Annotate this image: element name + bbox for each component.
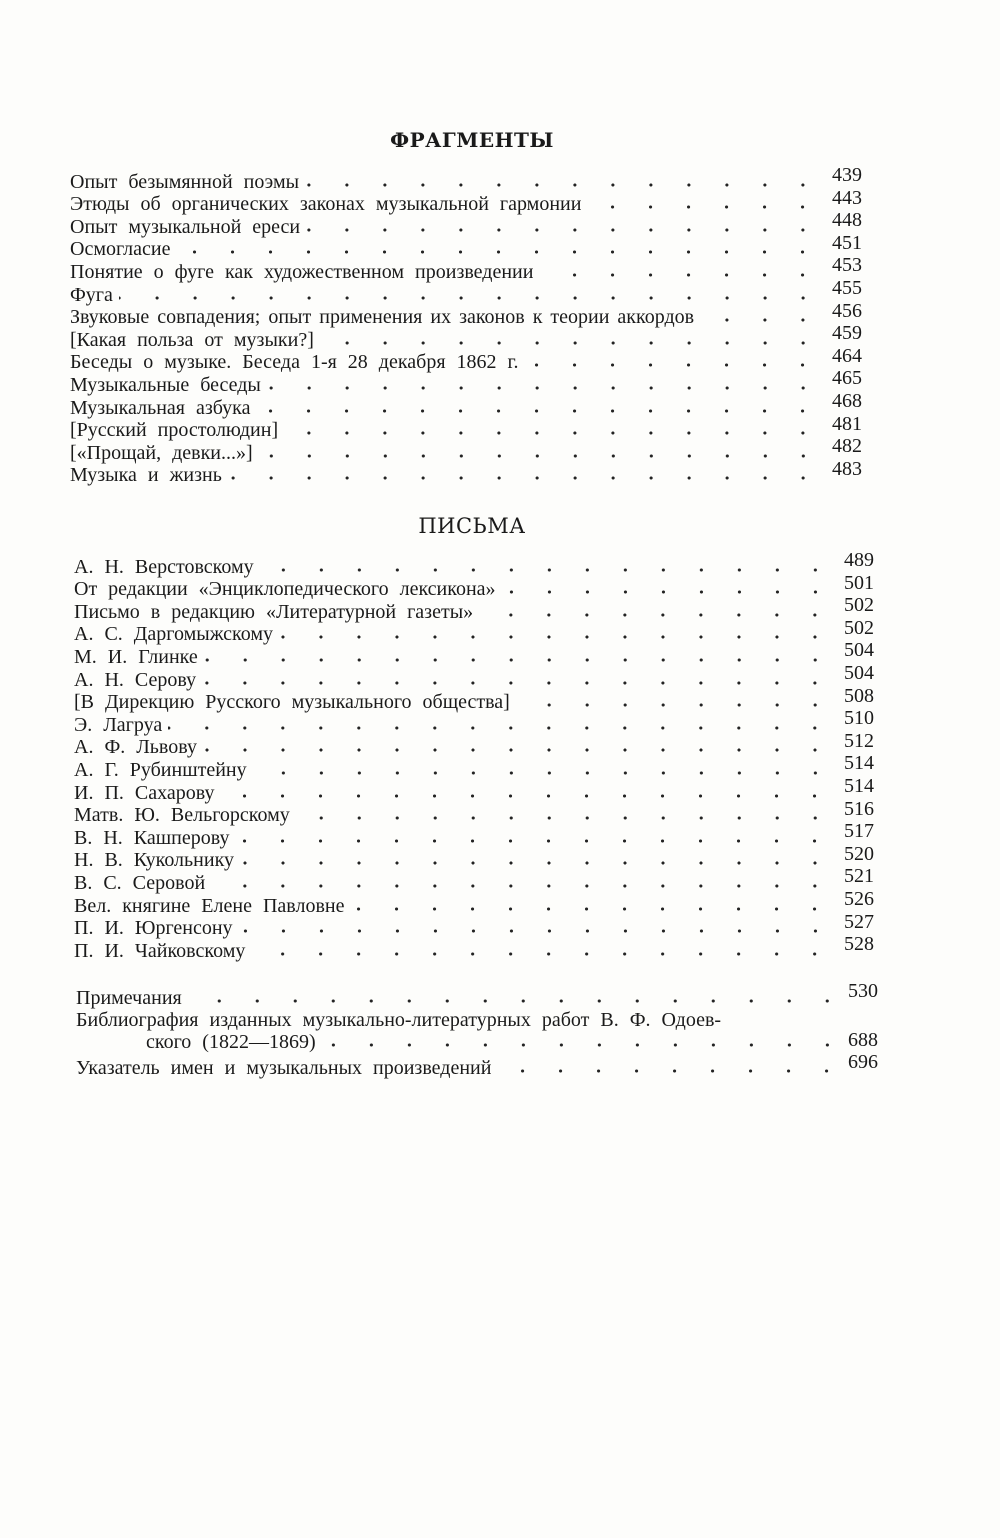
toc-entry-notes[interactable]	[76, 980, 878, 1009]
leader-dots	[479, 612, 834, 618]
leader-dots	[539, 272, 822, 278]
entry-page: 526	[844, 887, 874, 910]
toc-entry[interactable]	[70, 412, 862, 442]
entry-page: 451	[832, 231, 862, 254]
toc-entry[interactable]	[70, 457, 862, 487]
leader-dots	[228, 475, 822, 481]
leader-dots	[202, 680, 834, 686]
leader-dots	[220, 793, 834, 799]
entry-title: А. С. Даргомыжскому	[74, 623, 279, 645]
entry-title: Музыкальные беседы	[70, 374, 267, 396]
entry-page: 482	[832, 435, 862, 458]
toc-entry-index[interactable]	[76, 1050, 878, 1080]
entry-page: 459	[832, 322, 862, 345]
entry-title: А. Н. Верстовскому	[74, 556, 260, 578]
entry-page: 448	[832, 209, 862, 232]
toc-entry[interactable]	[74, 887, 874, 917]
entry-title: Звуковые совпадения; опыт применения их законов к теории аккордов	[70, 306, 700, 328]
entry-title: Матв. Ю. Вельгорскому	[74, 804, 296, 826]
toc-entry[interactable]	[74, 639, 874, 668]
toc-entry-bibliography[interactable]	[76, 1008, 878, 1057]
entry-title-line2: ского (1822—1869)	[146, 1030, 316, 1053]
entry-page: 464	[832, 344, 862, 367]
appendix-list	[76, 980, 878, 1080]
entry-title: М. И. Глинке	[74, 646, 204, 668]
leader-dots	[188, 998, 846, 1004]
toc-entry[interactable]	[70, 389, 862, 419]
entry-title: Примечания	[76, 987, 188, 1009]
entry-page: 514	[844, 774, 874, 797]
entry-page: 502	[844, 594, 874, 617]
entry-title: [Русский простолюдин]	[70, 419, 284, 441]
entry-title: [«Прощай, девки...»]	[70, 442, 259, 464]
section-title-letters: ПИСЬМА	[418, 514, 526, 538]
entry-page: 483	[832, 457, 862, 480]
entry-page: 501	[844, 571, 874, 594]
leader-dots	[239, 928, 834, 934]
toc-entry[interactable]	[74, 684, 874, 714]
entry-page: 504	[844, 639, 874, 662]
leader-dots	[587, 204, 822, 210]
toc-entry[interactable]	[74, 616, 874, 646]
leader-dots	[296, 815, 834, 821]
leader-dots	[305, 182, 822, 188]
entry-page: 504	[844, 661, 874, 684]
toc-entry[interactable]	[70, 344, 862, 374]
section-title-fragments: ФРАГМЕНТЫ	[390, 128, 554, 152]
toc-entry[interactable]	[70, 322, 862, 351]
entry-title: И. П. Сахарову	[74, 782, 220, 804]
toc-entry[interactable]	[70, 299, 862, 329]
entry-page: 520	[844, 842, 874, 865]
entry-title: Опыт безымянной поэмы	[70, 171, 305, 193]
entry-title: Указатель имен и музыкальных произведений	[76, 1057, 497, 1079]
entry-page: 530	[848, 980, 878, 1002]
entry-title-line1: Библиография изданных музыкально-литературных работ В. Ф. Одоев-	[76, 1008, 722, 1031]
entry-title: Понятие о фуге как художественном произведении	[70, 261, 539, 283]
entry-title: [Какая польза от музыки?]	[70, 329, 320, 351]
toc-entry[interactable]	[74, 707, 874, 736]
entry-page: 455	[832, 276, 862, 299]
entry-title: Фуга	[70, 284, 119, 306]
leader-dots	[322, 1042, 846, 1048]
entry-title: Э. Лагруа	[74, 714, 168, 736]
leader-dots	[168, 725, 834, 731]
entry-page: 456	[832, 299, 862, 322]
entry-title: Опыт музыкальной ереси	[70, 216, 306, 238]
leader-dots	[350, 906, 834, 912]
leader-dots	[259, 453, 822, 459]
entry-page: 489	[844, 549, 874, 571]
leader-dots	[240, 860, 834, 866]
toc-entry[interactable]	[70, 254, 862, 283]
toc-entry[interactable]	[74, 842, 874, 872]
toc-entry[interactable]	[70, 209, 862, 238]
leader-dots	[524, 362, 822, 368]
entry-page: 512	[844, 729, 874, 752]
leader-dots	[204, 657, 834, 663]
entry-page: 465	[832, 367, 862, 390]
entry-page: 508	[844, 684, 874, 707]
leader-dots	[176, 249, 822, 255]
entry-title-wrap	[76, 1031, 846, 1053]
entry-page: 502	[844, 616, 874, 639]
toc-entry[interactable]	[70, 186, 862, 216]
entry-title: Вел. княгине Елене Павловне	[74, 895, 350, 917]
leader-dots	[203, 747, 834, 753]
toc-entry[interactable]	[74, 729, 874, 759]
entry-page: 517	[844, 820, 874, 843]
entry-page: 514	[844, 752, 874, 775]
toc-entry[interactable]	[74, 594, 874, 623]
leader-dots	[306, 227, 822, 233]
leader-dots	[211, 883, 834, 889]
leader-dots	[279, 634, 834, 640]
entry-page: 521	[844, 865, 874, 888]
entry-title: А. Ф. Львову	[74, 736, 203, 758]
leader-dots	[516, 702, 834, 708]
entry-title: Беседы о музыке. Беседа 1-я 28 декабря 1862 г.	[70, 351, 524, 373]
leader-dots	[251, 951, 834, 957]
entry-title: П. И. Чайковскому	[74, 940, 251, 962]
leader-dots	[119, 295, 822, 301]
toc-entry[interactable]	[74, 797, 874, 827]
entry-title: Осмогласие	[70, 238, 176, 260]
entry-title: Музыка и жизнь	[70, 464, 228, 486]
leader-dots	[497, 1068, 846, 1074]
fragments-list	[70, 164, 862, 487]
entry-page: 453	[832, 254, 862, 277]
toc-entry[interactable]	[74, 933, 874, 962]
entry-page: 688	[848, 1028, 878, 1051]
leader-dots	[284, 430, 822, 436]
entry-title: Музыкальная азбука	[70, 397, 256, 419]
entry-page: 443	[832, 186, 862, 209]
leader-dots	[235, 838, 834, 844]
toc-entry[interactable]	[74, 549, 874, 578]
toc-entry[interactable]	[74, 752, 874, 781]
toc-entry[interactable]	[74, 910, 874, 940]
entry-title: От редакции «Энциклопедического лексикона»	[74, 578, 502, 600]
toc-entry[interactable]	[70, 276, 862, 306]
toc-entry[interactable]	[70, 367, 862, 396]
leader-dots	[267, 385, 822, 391]
entry-title: В. Н. Кашперову	[74, 827, 235, 849]
entry-page: 468	[832, 389, 862, 412]
toc-entry[interactable]	[74, 865, 874, 894]
toc-entry[interactable]	[70, 164, 862, 193]
toc-entry[interactable]	[70, 231, 862, 261]
entry-title: А. Н. Серову	[74, 669, 202, 691]
entry-title: А. Г. Рубинштейну	[74, 759, 253, 781]
entry-title: Письмо в редакцию «Литературной газеты»	[74, 601, 479, 623]
entry-page: 510	[844, 707, 874, 730]
leader-dots	[502, 589, 834, 595]
letters-list	[74, 549, 874, 962]
leader-dots	[700, 317, 822, 323]
entry-page: 527	[844, 910, 874, 933]
entry-title: П. И. Юргенсону	[74, 917, 239, 939]
entry-page: 481	[832, 412, 862, 435]
entry-page: 528	[844, 933, 874, 956]
leader-dots	[320, 340, 822, 346]
toc-entry[interactable]	[70, 435, 862, 464]
entry-title: Этюды об органических законах музыкальной гармонии	[70, 193, 587, 215]
entry-page: 439	[832, 164, 862, 186]
entry-title: Н. В. Кукольнику	[74, 849, 240, 871]
entry-page: 516	[844, 797, 874, 820]
leader-dots	[253, 770, 834, 776]
toc-entry[interactable]	[74, 774, 874, 804]
leader-dots	[256, 408, 822, 414]
toc-entry[interactable]	[74, 661, 874, 691]
entry-title: [В Дирекцию Русского музыкального общества]	[74, 691, 516, 713]
toc-entry[interactable]	[74, 820, 874, 849]
leader-dots	[260, 567, 834, 573]
toc-entry[interactable]	[74, 571, 874, 601]
entry-page: 696	[848, 1050, 878, 1073]
entry-title: В. С. Серовой	[74, 872, 211, 894]
